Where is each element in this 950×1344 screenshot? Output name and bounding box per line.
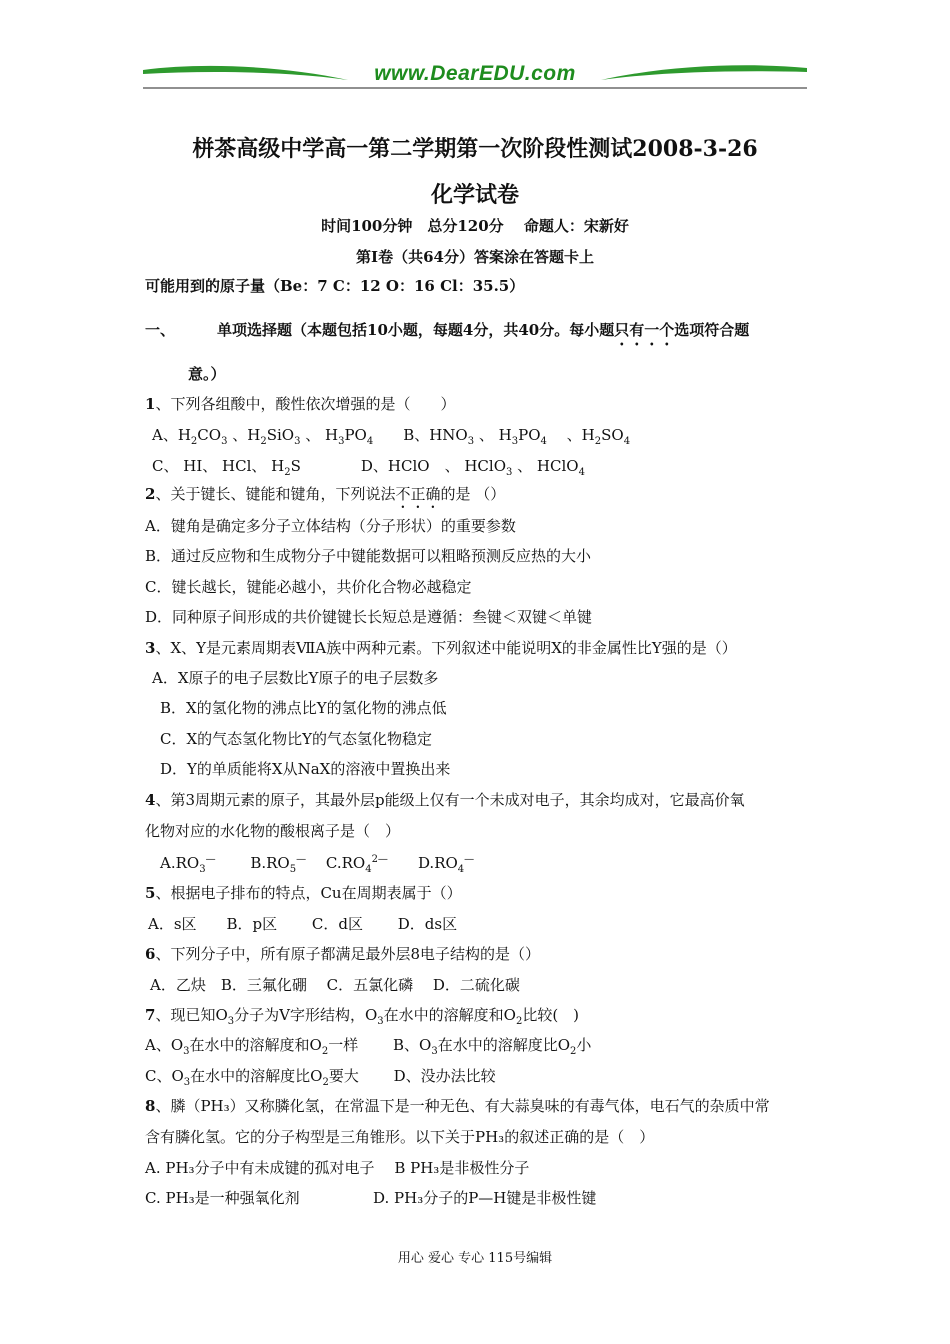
q2-option-d: D．同种原子间形成的共价键键长长短总是遵循：叁键＜双键＜单键: [145, 608, 593, 626]
q8-options-cd: C. PH₃是一种强氧化剂 D. PH₃分子的P—H键是非极性键: [145, 1189, 597, 1207]
q7-options-cd: C、$O_3$在水中的溶解度比$O_2$要大 D、没办法比较: [145, 1067, 496, 1088]
section-heading: [145, 320, 749, 349]
question-8: 8、膦（PH₃）又称膦化氢，在常温下是一种无色、有大蒜臭味的有毒气体，电石气的杂质中常: [145, 1097, 770, 1115]
question-8-cont: 含有膦化氢。它的分子构型是三角锥形。以下关于PH₃的叙述正确的是（ ）: [145, 1128, 655, 1146]
page-footer: 用心 爱心 专心 115号编辑: [397, 1251, 553, 1266]
q2-option-a: A．键角是确定多分子立体结构（分子形状）的重要参数: [145, 517, 516, 535]
question-5: 5、根据电子排布的特点，Cu在周期表属于（）: [145, 884, 462, 902]
q3-option-b: B．X的氢化物的沸点比Y的氢化物的沸点低: [160, 699, 447, 717]
q4-options: $A.RO_3^—$ $B.RO_5^—$ $C.RO_4^{2—}$ $D.RO_4^—$: [160, 854, 475, 875]
q5-options: A．s区 B．p区 C．d区 D．ds区: [148, 915, 458, 933]
q6-options: A．乙炔 B．三氟化硼 C．五氯化磷 D．二硫化碳: [150, 976, 520, 994]
q1-options-cd: C、 HI、 HCl、 $H_2S$ D、HClO 、 HClO$_3$ 、 HClO$_4$: [152, 457, 585, 478]
section-text: 单项选择题（本题包括10小题，每题4分，共40分。每小题: [217, 321, 615, 339]
exam-subtitle: 化学试卷: [430, 182, 519, 208]
section-number: 一、: [145, 321, 176, 339]
exam-info: 时间100分钟 总分120分 命题人：宋新好: [321, 217, 629, 235]
question-6: 6、下列分子中，所有原子都满足最外层8电子结构的是（）: [145, 945, 540, 963]
atomic-mass-line: 可能用到的原子量（Be：7 C：12 O：16 Cl：35.5）: [145, 277, 525, 295]
section-heading-cont: 意。）: [188, 365, 226, 383]
q2-option-b: B．通过反应物和生成物分子中键能数据可以粗略预测反应热的大小: [145, 547, 592, 565]
question-4: 4、第3周期元素的原子，其最外层p能级上仅有一个未成对电子，其余均成对，它最高价氧: [145, 791, 745, 809]
volume-heading: 第Ⅰ卷（共64分）答案涂在答题卡上: [356, 248, 594, 266]
header-banner: [143, 58, 807, 94]
exam-title: 栟茶高级中学高一第二学期第一次阶段性测试2008-3-26: [192, 136, 758, 162]
question-1: 1、下列各组酸中，酸性依次增强的是（ ）: [145, 395, 456, 413]
question-3: 3、X、Y是元素周期表ⅦA族中两种元素。下列叙述中能说明X的非金属性比Y强的是（）: [145, 639, 737, 657]
question-7: 7、现已知$O_3$分子为V字形结构，$O_3$在水中的溶解度和$O_2$比较( ): [145, 1006, 580, 1027]
q3-option-d: D．Y的单质能将X从NaX的溶液中置换出来: [160, 760, 451, 778]
q3-option-a: A．X原子的电子层数比Y原子的电子层数多: [152, 669, 439, 687]
section-emphasis: 只有一个: [614, 321, 675, 339]
q2-option-c: C．键长越长，键能必越小，共价化合物必越稳定: [145, 578, 472, 596]
q1-options-ab: A、$H_2CO_3$ 、$H_2SiO_3$ 、 $H_3PO_4$ B、$HNO_3$ 、 $H_3PO_4$ 、$H_2SO_4$: [152, 426, 631, 447]
question-4-cont: 化物对应的水化物的酸根离子是（ ）: [145, 822, 401, 840]
q3-option-c: C．X的气态氢化物比Y的气态氢化物稳定: [160, 730, 433, 748]
section-text-tail: 选项符合题: [674, 321, 750, 339]
brand-logo: www.DearEDU.com: [374, 62, 576, 85]
question-2: 2、关于键长、键能和键角，下列说法不正确的是 （）: [145, 485, 506, 503]
q7-options-ab: A、$O_3$在水中的溶解度和$O_2$一样 B、$O_3$在水中的溶解度比$O_2$小: [145, 1036, 592, 1057]
q8-options-ab: A. PH₃分子中有未成键的孤对电子 B PH₃是非极性分子: [145, 1159, 530, 1177]
